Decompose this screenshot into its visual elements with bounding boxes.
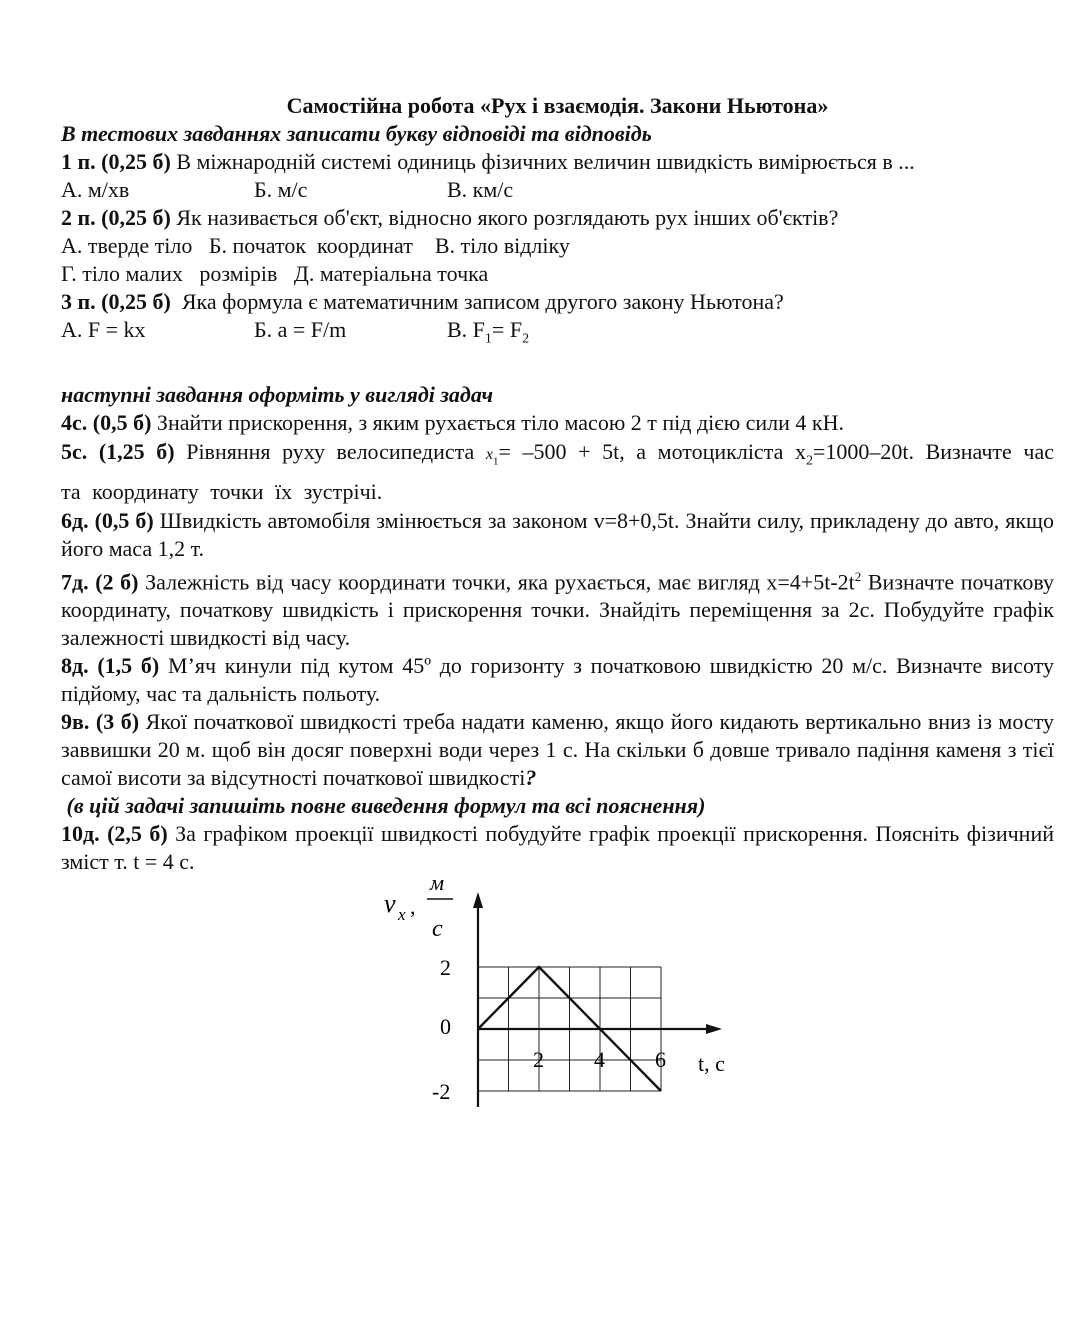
x-tick-label: 4 (594, 1047, 605, 1072)
x-tick-label: 6 (655, 1047, 666, 1072)
velocity-chart-svg (370, 862, 750, 1122)
question-2-number: 2 п. (0,25 б) (61, 205, 171, 230)
x-axis-arrow (706, 1024, 722, 1034)
question-10-text: За графіком проекції швидкості побудуйте графік проекції прискорення. Поясніть фізичний зміст т. t = 4 с. (61, 821, 1055, 875)
y-tick-label: -2 (432, 1079, 451, 1104)
x-tick-label: 2 (533, 1047, 544, 1072)
question-7-number: 7д. (2 б) (61, 569, 139, 595)
question-6-number: 6д. (0,5 б) (61, 507, 154, 533)
y-tick-label: 0 (440, 1014, 451, 1039)
chart-axes (473, 892, 722, 1107)
question-8-text: М’яч кинули під кутом 45º до горизонту з початковою швидкістю 20 м/с. Визначте висоту підйому, час та дальність польоту. (61, 653, 1054, 707)
question-3-number: 3 п. (0,25 б) (61, 289, 171, 314)
question-1-options (61, 176, 1054, 204)
option-a: А. м/хв (61, 177, 130, 202)
question-1-text: В міжнародній системі одиниць фізичних величин швидкість вимірюється в ... (170, 149, 915, 174)
question-2-options-line-2: Г. тіло малих розмірів Д. матеріальна точка (61, 261, 489, 286)
question-2 (61, 204, 1054, 232)
question-9-note: (в цій задачі запишіть повне виведення формул та всі пояснення) (61, 793, 706, 819)
page-title: Самостійна робота «Рух і взаємодія. Закони Ньютона» (286, 93, 829, 118)
y-axis-label-comma: , (410, 894, 416, 919)
question-5-number: 5с. (1,25 б) (61, 439, 175, 465)
question-4-number: 4с. (0,5 б) (61, 410, 152, 436)
question-3-options (61, 316, 1054, 353)
question-4-text: Знайти прискорення, з яким рухається тіло масою 2 т під дією сили 4 кН. (151, 410, 844, 436)
question-6-text: Швидкість автомобіля змінюється за законом v=8+0,5t. Знайти силу, прикладену до авто, якщо його маса 1,2 т. (61, 507, 1055, 561)
y-axis-unit-numerator: м (430, 870, 445, 895)
question-3 (61, 288, 1054, 316)
question-1-number: 1 п. (0,25 б) (61, 149, 171, 174)
option-b: Б. a = F/m (254, 317, 347, 342)
option-a: А. F = kx (61, 317, 146, 342)
question-2-text: Як називається об'єкт, відносно якого розглядають рух інших об'єктів? (170, 205, 839, 230)
question-8 (61, 652, 1054, 708)
question-8-number: 8д. (1,5 б) (61, 653, 160, 679)
option-c: В. км/с (447, 177, 514, 202)
test-instruction: В тестових завданнях записати букву відповіді та відповідь (61, 121, 652, 146)
worksheet (61, 92, 1054, 876)
question-9: 9в. (3 б) Якої початкової швидкості треба надати каменю, якщо його кидають вертикально вниз із мосту заввишки 20 м. щоб він досяг поверхні води через 1 с. На скільки б довше тривало падіння каменя з тієї самої висоти за відсутності початкової швидкості? (61, 709, 1054, 791)
question-9-text: Якої початкової швидкості треба надати каменю, якщо його кидають вертикально вниз із мосту заввишки 20 м. щоб він досяг поверхні води через 1 с. На скільки б довше тривало падіння каменя з тієї самої висоти за відсутності початкової швидкості (61, 709, 1054, 791)
option-b: Б. м/с (254, 177, 308, 202)
question-9-number: 9в. (3 б) (61, 709, 140, 735)
y-tick-label: 2 (440, 955, 451, 980)
question-4 (61, 409, 1054, 437)
option-c: В. $F_1= F_2$ (447, 317, 530, 347)
question-10-number: 10д. (2,5 б) (61, 821, 168, 847)
x-axis-label: t, c (698, 1051, 725, 1076)
y-axis-label-sub: x (398, 905, 406, 924)
y-axis-unit-denominator: с (432, 916, 443, 942)
section-heading: наступні завдання оформіть у вигляді задач (61, 382, 494, 408)
question-7: 7д. (2 б) Залежність від часу координати точки, яка рухається, має вигляд $x=4+5t-2t^2$ Визначте початкову координату, початкову швидкість і прискорення точки. Знайдіть переміщення за 2с. Побудуйте графік залежності швидкості від часу. (61, 568, 1055, 651)
y-axis-arrow (473, 892, 483, 908)
question-6 (61, 507, 1054, 563)
question-1 (61, 148, 1054, 176)
y-axis-label-v: v (384, 889, 396, 918)
question-3-text: Яка формула є математичним записом другого закону Ньютона? (170, 289, 784, 314)
velocity-graph (370, 862, 750, 1122)
question-2-options-line-1: А. тверде тіло Б. початок координат В. тіло відліку (61, 233, 570, 258)
question-5: 5с. (1,25 б) Рівняння руху велосипедиста $x_1= -500 + 5t$, а мотоцикліста $x_2=1000-20t$. Визначте час та координату точки їх зустрічі. (61, 439, 1054, 504)
